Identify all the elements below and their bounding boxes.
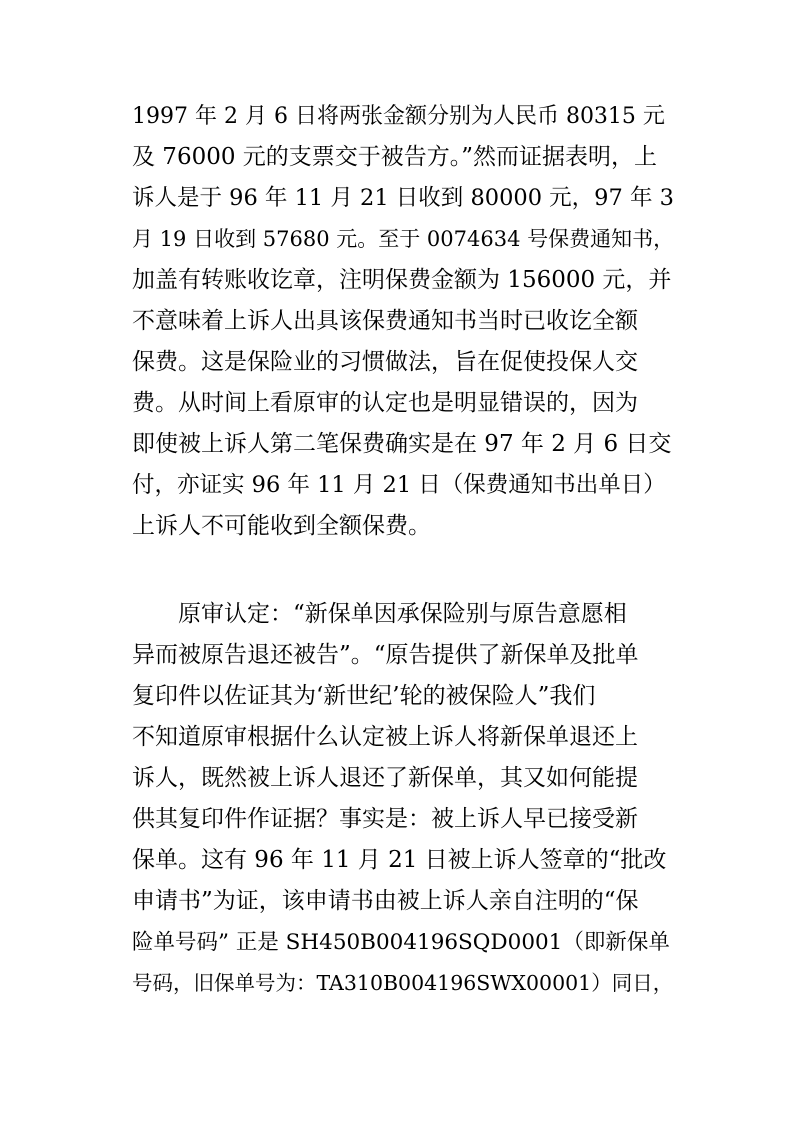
text-line: 即使被上诉人第二笔保费确实是在 97 年 2 月 6 日交 [132, 431, 672, 457]
text-line: 不知道原审根据什么认定被上诉人将新保单退还上 [132, 724, 638, 750]
text-line: 险单号码” 正是 SH450B004196SQD0001（即新保单 [132, 930, 670, 955]
paragraph-1 [132, 96, 675, 547]
text-line: 及 76000 元的支票交于被告方。”然而证据表明，上 [132, 144, 658, 170]
text-line: 费。从时间上看原审的认定也是明显错误的，因为 [132, 390, 638, 416]
text-line: 不意味着上诉人出具该保费通知书当时已收讫全额 [132, 308, 638, 334]
text-line: 加盖有转账收讫章，注明保费金额为 156000 元，并 [132, 267, 672, 293]
paragraph-2 [132, 594, 672, 1004]
text-line: 上诉人不可能收到全额保费。 [132, 513, 431, 539]
text-line: 保费。这是保险业的习惯做法，旨在促使投保人交 [132, 349, 638, 375]
text-line: 诉人是于 96 年 11 月 21 日收到 80000 元，97 年 3 [132, 185, 674, 211]
text-line: 号码，旧保单号为：TA310B004196SWX00001）同日， [132, 971, 674, 995]
text-line: 保单。这有 96 年 11 月 21 日被上诉人签章的“批改 [132, 847, 667, 873]
text-line: 诉人，既然被上诉人退还了新保单，其又如何能提 [132, 765, 638, 791]
text-line: 月 19 日收到 57680 元。至于 0074634 号保费通知书， [132, 227, 675, 251]
text-line: 供其复印件作证据？事实是：被上诉人早已接受新 [132, 806, 638, 832]
text-line: 申请书”为证，该申请书由被上诉人亲自注明的“保 [132, 888, 639, 914]
text-line-first: 原审认定：“新保单因承保险别与原告意愿相 [178, 601, 627, 627]
text-line: 复印件以佐证其为‘新世纪’轮的被保险人”我们 [132, 683, 596, 709]
text-line: 付，亦证实 96 年 11 月 21 日（保费通知书出单日） [132, 472, 666, 498]
text-line: 1997 年 2 月 6 日将两张金额分别为人民币 80315 元 [132, 104, 665, 129]
text-line: 异而被原告退还被告”。“原告提供了新保单及批单 [132, 642, 639, 668]
